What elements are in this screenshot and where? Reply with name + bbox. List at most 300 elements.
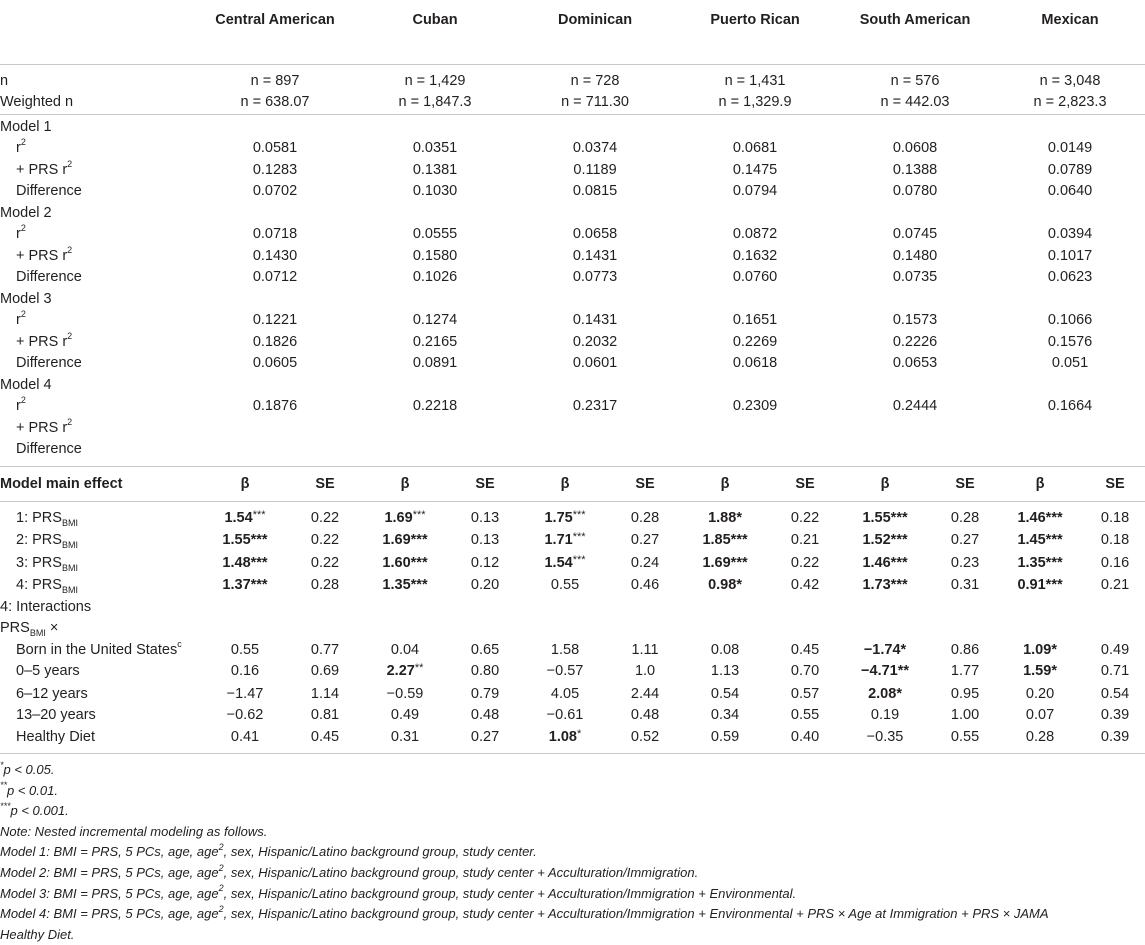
cell-value: 0.55 xyxy=(950,728,980,745)
cell-value: 0.39 xyxy=(1100,728,1130,745)
footnote-text: Model 2: BMI = PRS, 5 PCs, age, age xyxy=(0,864,219,880)
cell-value: 0.57 xyxy=(790,685,820,702)
sample-size-cell: n = 638.07 xyxy=(240,94,310,110)
beta-cell xyxy=(835,684,935,706)
r-squared-cell: 0.0608 xyxy=(892,140,938,156)
se-cell xyxy=(775,727,835,750)
beta-cell xyxy=(515,684,615,706)
se-cell xyxy=(295,530,355,553)
sample-size-cell: n = 897 xyxy=(250,72,300,89)
cell-value: −0.62 xyxy=(226,707,264,723)
sample-size-cell: n = 2,823.3 xyxy=(1033,94,1107,110)
cell-value: 1.46 xyxy=(1017,509,1046,526)
footnote-note: Note: Nested incremental modeling as follows. xyxy=(0,823,268,839)
cell-value: 0.22 xyxy=(790,554,820,571)
significance-stars: * xyxy=(1051,663,1057,679)
se-cell xyxy=(455,553,515,576)
se-cell xyxy=(935,640,995,662)
cell-value: 0.55 xyxy=(550,577,580,593)
beta-cell xyxy=(835,705,935,727)
footnote-text: Model 1: BMI = PRS, 5 PCs, age, age xyxy=(0,844,219,860)
beta-cell xyxy=(995,530,1085,553)
sample-size-cell: n = 3,048 xyxy=(1039,72,1101,89)
r-squared-cell xyxy=(835,439,995,461)
cell-value: 0.80 xyxy=(470,663,500,679)
cell-value: 1.37 xyxy=(222,577,251,593)
cell-value: 1.35 xyxy=(1017,554,1046,571)
se-cell xyxy=(775,705,835,727)
difference-row xyxy=(0,439,1145,461)
beta-cell xyxy=(995,684,1085,706)
beta-cell xyxy=(835,575,935,597)
row-label xyxy=(0,310,195,332)
superscript: 2 xyxy=(218,903,224,914)
cell-value: 1.48 xyxy=(222,554,251,571)
significance-stars: *** xyxy=(1045,532,1063,548)
cell-value: 0.52 xyxy=(630,728,660,745)
se-header: SE xyxy=(315,475,335,492)
r-squared-cell: 0.2444 xyxy=(892,398,938,414)
model-prefix: 2: xyxy=(16,532,33,548)
superscript: 2 xyxy=(67,330,73,341)
row-label xyxy=(0,530,195,553)
cell-value: 0.08 xyxy=(710,641,740,658)
footnote-model-3 xyxy=(0,884,1145,905)
cell-value: 1.55 xyxy=(862,509,891,526)
cell-value: 0.07 xyxy=(1025,707,1055,723)
cell-value: 1.73 xyxy=(862,577,891,593)
significance-stars: *** xyxy=(252,508,266,521)
sample-size-cell: n = 728 xyxy=(570,72,620,89)
r-squared-row xyxy=(0,224,1145,246)
cell-value: 1.69 xyxy=(382,532,411,548)
cell-value: 0.31 xyxy=(950,577,980,593)
se-cell xyxy=(295,575,355,597)
significance-stars: *** xyxy=(730,554,748,571)
cell-value: 0.46 xyxy=(630,577,660,593)
beta-cell xyxy=(835,530,935,553)
main-effect-title: Model main effect xyxy=(0,475,123,492)
significance-stars: *** xyxy=(730,532,748,548)
se-cell xyxy=(775,640,835,662)
r-squared-cell: 0.1576 xyxy=(1047,333,1093,350)
footnote-text: Model 4: BMI = PRS, 5 PCs, age, age xyxy=(0,906,219,922)
beta-cell xyxy=(995,705,1085,727)
superscript: c xyxy=(177,638,182,649)
se-cell xyxy=(455,705,515,727)
r-squared-cell: 0.0374 xyxy=(572,140,618,156)
footnote-text: , sex, Hispanic/Latino background group, study center. xyxy=(223,844,537,860)
r-squared-cell: 0.0640 xyxy=(1047,183,1093,199)
significance-stars: *** xyxy=(1045,554,1063,571)
prs-times-label xyxy=(0,618,1145,640)
se-cell xyxy=(615,640,675,662)
beta-cell xyxy=(835,553,935,576)
r-squared-cell: 0.1388 xyxy=(892,161,938,178)
footnote-model-4-cont: Healthy Diet. xyxy=(0,926,75,942)
r-squared-cell: 0.2218 xyxy=(412,398,458,414)
prs-r-squared-row xyxy=(0,160,1145,182)
cell-value: 0.40 xyxy=(790,728,820,745)
se-cell xyxy=(935,530,995,553)
prs-text: PRS xyxy=(32,532,62,548)
cell-value: 2.27 xyxy=(386,663,415,679)
r-squared-cell: 0.2165 xyxy=(412,333,458,350)
model-header-row xyxy=(0,115,1145,139)
beta-cell xyxy=(195,575,295,597)
se-cell xyxy=(455,530,515,553)
beta-cell xyxy=(195,553,295,576)
cell-value: 1.75 xyxy=(544,509,573,526)
r-squared-row xyxy=(0,138,1145,160)
cell-value: 1.52 xyxy=(862,532,891,548)
row-label xyxy=(0,727,195,750)
r-squared-cell: 0.1826 xyxy=(252,333,298,350)
cell-value: 0.45 xyxy=(790,641,820,658)
model-header-row xyxy=(0,203,1145,225)
r-squared-cell: 0.2269 xyxy=(732,333,778,350)
r-squared-cell xyxy=(195,439,355,461)
cell-value: 0.27 xyxy=(470,728,500,745)
cell-value: 0.55 xyxy=(790,707,820,723)
se-cell xyxy=(775,530,835,553)
beta-cell xyxy=(995,502,1085,531)
r-squared-cell: 0.0773 xyxy=(572,269,618,285)
cell-value: −1.47 xyxy=(226,685,264,702)
se-cell xyxy=(935,553,995,576)
cell-value: 0.27 xyxy=(630,532,660,548)
se-cell xyxy=(935,727,995,750)
cell-value: 0.22 xyxy=(790,509,820,526)
row-label xyxy=(0,396,195,418)
r-squared-cell: 0.1475 xyxy=(732,161,778,178)
footnote-stars: *** xyxy=(0,800,11,811)
r-squared-cell: 0.1580 xyxy=(412,247,458,264)
cell-value: 0.59 xyxy=(710,728,740,745)
prs-r-text: + PRS r xyxy=(16,419,68,436)
cell-value: 1.59 xyxy=(1023,663,1052,679)
beta-cell xyxy=(195,661,295,684)
r-squared-cell: 0.2317 xyxy=(572,398,618,414)
sample-size-cell: n = 576 xyxy=(890,72,940,89)
beta-cell xyxy=(675,684,775,706)
r-squared-cell: 0.1664 xyxy=(1047,398,1093,414)
se-header: SE xyxy=(795,475,815,492)
se-cell xyxy=(455,502,515,531)
cell-value: 0.23 xyxy=(950,554,980,571)
prs-text: PRS xyxy=(32,509,62,526)
significance-stars: * xyxy=(896,685,902,702)
difference-row xyxy=(0,267,1145,289)
row-label: Difference xyxy=(16,355,82,371)
cell-value: 0.48 xyxy=(630,707,660,723)
cell-value: 0.24 xyxy=(630,554,660,571)
cell-value: 1.35 xyxy=(382,577,411,593)
r-squared-cell: 0.0658 xyxy=(572,226,618,242)
cell-value: 0.49 xyxy=(1100,641,1130,658)
beta-header: β xyxy=(560,475,570,492)
interaction-row xyxy=(0,640,1145,662)
beta-cell xyxy=(995,727,1085,750)
beta-cell xyxy=(675,575,775,597)
se-cell xyxy=(1085,502,1145,531)
significance-stars: * xyxy=(736,577,742,593)
row-label xyxy=(0,684,195,706)
r-squared-cell xyxy=(675,418,835,440)
sample-n-row xyxy=(0,65,1145,93)
se-cell xyxy=(1085,661,1145,684)
cell-value: 1.45 xyxy=(1017,532,1046,548)
r-squared-cell: 0.0815 xyxy=(572,183,618,199)
cell-value: 0.49 xyxy=(390,707,420,723)
se-cell xyxy=(935,502,995,531)
se-cell xyxy=(455,640,515,662)
se-cell xyxy=(615,553,675,576)
cell-value: 0.13 xyxy=(470,509,500,526)
column-header: Cuban xyxy=(412,12,458,28)
footnote-p01 xyxy=(0,781,1145,802)
prs-text: PRS xyxy=(32,554,62,571)
r-squared-cell: 0.1030 xyxy=(412,183,458,199)
r-squared-row xyxy=(0,396,1145,418)
r-squared-cell: 0.0760 xyxy=(732,269,778,285)
beta-cell xyxy=(355,530,455,553)
r-squared-cell: 0.1651 xyxy=(732,312,778,328)
beta-cell xyxy=(675,553,775,576)
se-cell xyxy=(295,705,355,727)
cell-value: 0.42 xyxy=(790,577,820,593)
row-label xyxy=(0,224,195,246)
row-label xyxy=(0,160,195,182)
se-cell xyxy=(1085,684,1145,706)
beta-header: β xyxy=(720,475,730,492)
cell-value: 0.16 xyxy=(1100,554,1130,571)
beta-cell xyxy=(515,727,615,750)
cell-value: 0.31 xyxy=(390,728,420,745)
r-squared-cell: 0.0712 xyxy=(252,269,298,285)
row-label xyxy=(0,553,195,576)
prs-r-text: + PRS r xyxy=(16,161,68,178)
table-footnotes xyxy=(0,754,1145,945)
significance-stars: *** xyxy=(572,553,586,566)
superscript: 2 xyxy=(67,416,73,427)
r-squared-cell: 0.0735 xyxy=(892,269,938,285)
cell-value: 1.0 xyxy=(634,663,656,679)
cell-value: −0.35 xyxy=(866,728,904,745)
superscript: 2 xyxy=(20,223,26,234)
r-squared-cell xyxy=(675,439,835,461)
column-header: Mexican xyxy=(1041,12,1099,28)
footnote-stars: * xyxy=(0,759,4,770)
column-header: Central American xyxy=(215,12,335,28)
beta-cell xyxy=(195,640,295,662)
interaction-label: 6–12 years xyxy=(16,685,88,702)
cell-value: 1.85 xyxy=(702,532,731,548)
cell-value: 0.21 xyxy=(790,532,820,548)
se-cell xyxy=(615,575,675,597)
beta-cell xyxy=(675,727,775,750)
beta-cell xyxy=(195,530,295,553)
se-cell xyxy=(1085,705,1145,727)
interaction-row xyxy=(0,727,1145,750)
cell-value: 0.16 xyxy=(230,663,260,679)
significance-stars: ** xyxy=(414,662,424,674)
r-text: r xyxy=(16,398,21,414)
row-label xyxy=(0,575,195,597)
beta-cell xyxy=(515,502,615,531)
model-prefix: 1: xyxy=(16,509,33,526)
r-squared-cell: 0.2032 xyxy=(572,333,618,350)
cell-value: 1.58 xyxy=(550,641,580,658)
interaction-row xyxy=(0,705,1145,727)
cell-value: 0.71 xyxy=(1100,663,1130,679)
beta-cell xyxy=(515,575,615,597)
prs-text: PRS xyxy=(32,577,62,593)
beta-cell xyxy=(995,553,1085,576)
row-label xyxy=(0,246,195,268)
r-squared-cell: 0.0581 xyxy=(252,140,298,156)
superscript: 2 xyxy=(218,842,224,853)
se-cell xyxy=(295,640,355,662)
cell-value: 0.20 xyxy=(470,577,500,593)
se-cell xyxy=(295,684,355,706)
se-cell xyxy=(615,530,675,553)
se-header: SE xyxy=(1105,475,1125,492)
r-squared-cell: 0.0780 xyxy=(892,183,938,199)
sample-size-cell: n = 1,429 xyxy=(404,72,466,89)
beta-cell xyxy=(675,530,775,553)
model-name: Model 2 xyxy=(0,204,52,221)
r-squared-cell: 0.0149 xyxy=(1047,140,1093,156)
r-squared-cell xyxy=(355,418,515,440)
r-squared-cell: 0.051 xyxy=(1051,355,1089,371)
r-squared-cell: 0.0681 xyxy=(732,140,778,156)
cell-value: 0.70 xyxy=(790,663,820,679)
beta-cell xyxy=(355,640,455,662)
r-squared-cell: 0.0794 xyxy=(732,183,778,199)
cell-value: 0.81 xyxy=(310,707,340,723)
r-squared-cell: 0.1026 xyxy=(412,269,458,285)
row-label xyxy=(0,640,195,662)
se-cell xyxy=(775,661,835,684)
beta-cell xyxy=(995,575,1085,597)
cell-value: 1.54 xyxy=(544,554,573,571)
r-squared-cell xyxy=(515,418,675,440)
bmi-subscript: BMI xyxy=(61,539,78,550)
model-name: Model 1 xyxy=(0,118,52,135)
beta-cell xyxy=(515,705,615,727)
beta-cell xyxy=(195,705,295,727)
row-label xyxy=(0,332,195,354)
beta-cell xyxy=(675,705,775,727)
se-header: SE xyxy=(475,475,495,492)
main-effect-row xyxy=(0,530,1145,553)
r-squared-cell: 0.0605 xyxy=(252,355,298,371)
se-cell xyxy=(1085,575,1145,597)
r-text: r xyxy=(16,312,21,328)
cell-value: 0.18 xyxy=(1100,509,1130,526)
cell-value: 0.54 xyxy=(1100,685,1130,702)
cell-value: 0.39 xyxy=(1100,707,1130,723)
prs-r-squared-row xyxy=(0,418,1145,440)
prs-r-squared-row xyxy=(0,246,1145,268)
footnote-model-4 xyxy=(0,904,1145,925)
interaction-label: Healthy Diet xyxy=(16,728,95,745)
r-squared-cell: 0.1480 xyxy=(892,247,938,264)
main-effect-row xyxy=(0,502,1145,531)
beta-cell xyxy=(515,661,615,684)
r-squared-cell xyxy=(995,418,1145,440)
cell-value: −0.61 xyxy=(546,707,584,723)
beta-cell xyxy=(835,661,935,684)
r-squared-cell: 0.0618 xyxy=(732,355,778,371)
se-cell xyxy=(775,684,835,706)
se-cell xyxy=(615,705,675,727)
cell-value: 0.55 xyxy=(230,641,260,658)
row-label: Difference xyxy=(16,269,82,285)
cell-value: 0.77 xyxy=(310,641,340,658)
model-prefix: 4: xyxy=(16,577,33,593)
row-label xyxy=(0,138,195,160)
beta-cell xyxy=(835,502,935,531)
column-header: Dominican xyxy=(557,12,633,28)
se-cell xyxy=(455,727,515,750)
se-cell xyxy=(615,684,675,706)
r-squared-cell xyxy=(995,439,1145,461)
column-header: South American xyxy=(859,12,971,28)
cell-value: 1.69 xyxy=(384,509,413,526)
cell-value: 0.41 xyxy=(230,728,260,745)
cell-value: 1.55 xyxy=(222,532,251,548)
r-squared-cell: 0.2309 xyxy=(732,398,778,414)
beta-cell xyxy=(835,727,935,750)
r-squared-cell: 0.0601 xyxy=(572,355,618,371)
beta-cell xyxy=(515,530,615,553)
beta-cell xyxy=(195,727,295,750)
cell-value: 0.28 xyxy=(310,577,340,593)
beta-cell xyxy=(675,502,775,531)
significance-stars: *** xyxy=(410,554,428,571)
beta-cell xyxy=(515,553,615,576)
r-text: r xyxy=(16,140,21,156)
r-squared-cell: 0.1189 xyxy=(573,161,617,178)
se-cell xyxy=(1085,530,1145,553)
significance-stars: * xyxy=(900,641,907,658)
r-squared-cell xyxy=(835,418,995,440)
cell-value: 0.22 xyxy=(310,554,340,571)
footnote-model-2 xyxy=(0,863,1145,884)
r-squared-cell: 0.1381 xyxy=(412,161,458,178)
model-name: Model 4 xyxy=(0,376,52,393)
r-squared-cell: 0.1283 xyxy=(252,161,298,178)
significance-stars: *** xyxy=(890,554,908,571)
cell-value: 0.65 xyxy=(470,641,500,658)
cell-value: 0.98 xyxy=(708,577,737,593)
interactions-header-row xyxy=(0,597,1145,619)
significance-stars: * xyxy=(577,727,582,740)
cell-value: 0.19 xyxy=(870,707,900,723)
row-label xyxy=(0,502,195,531)
prs-text: PRS xyxy=(0,620,30,636)
se-cell xyxy=(935,684,995,706)
row-label xyxy=(0,418,195,440)
se-cell xyxy=(295,727,355,750)
cell-value: −0.57 xyxy=(546,663,584,679)
beta-cell xyxy=(355,684,455,706)
beta-cell xyxy=(355,705,455,727)
footnote-text: p < 0.01. xyxy=(7,782,58,798)
r-squared-cell: 0.1017 xyxy=(1047,247,1093,264)
